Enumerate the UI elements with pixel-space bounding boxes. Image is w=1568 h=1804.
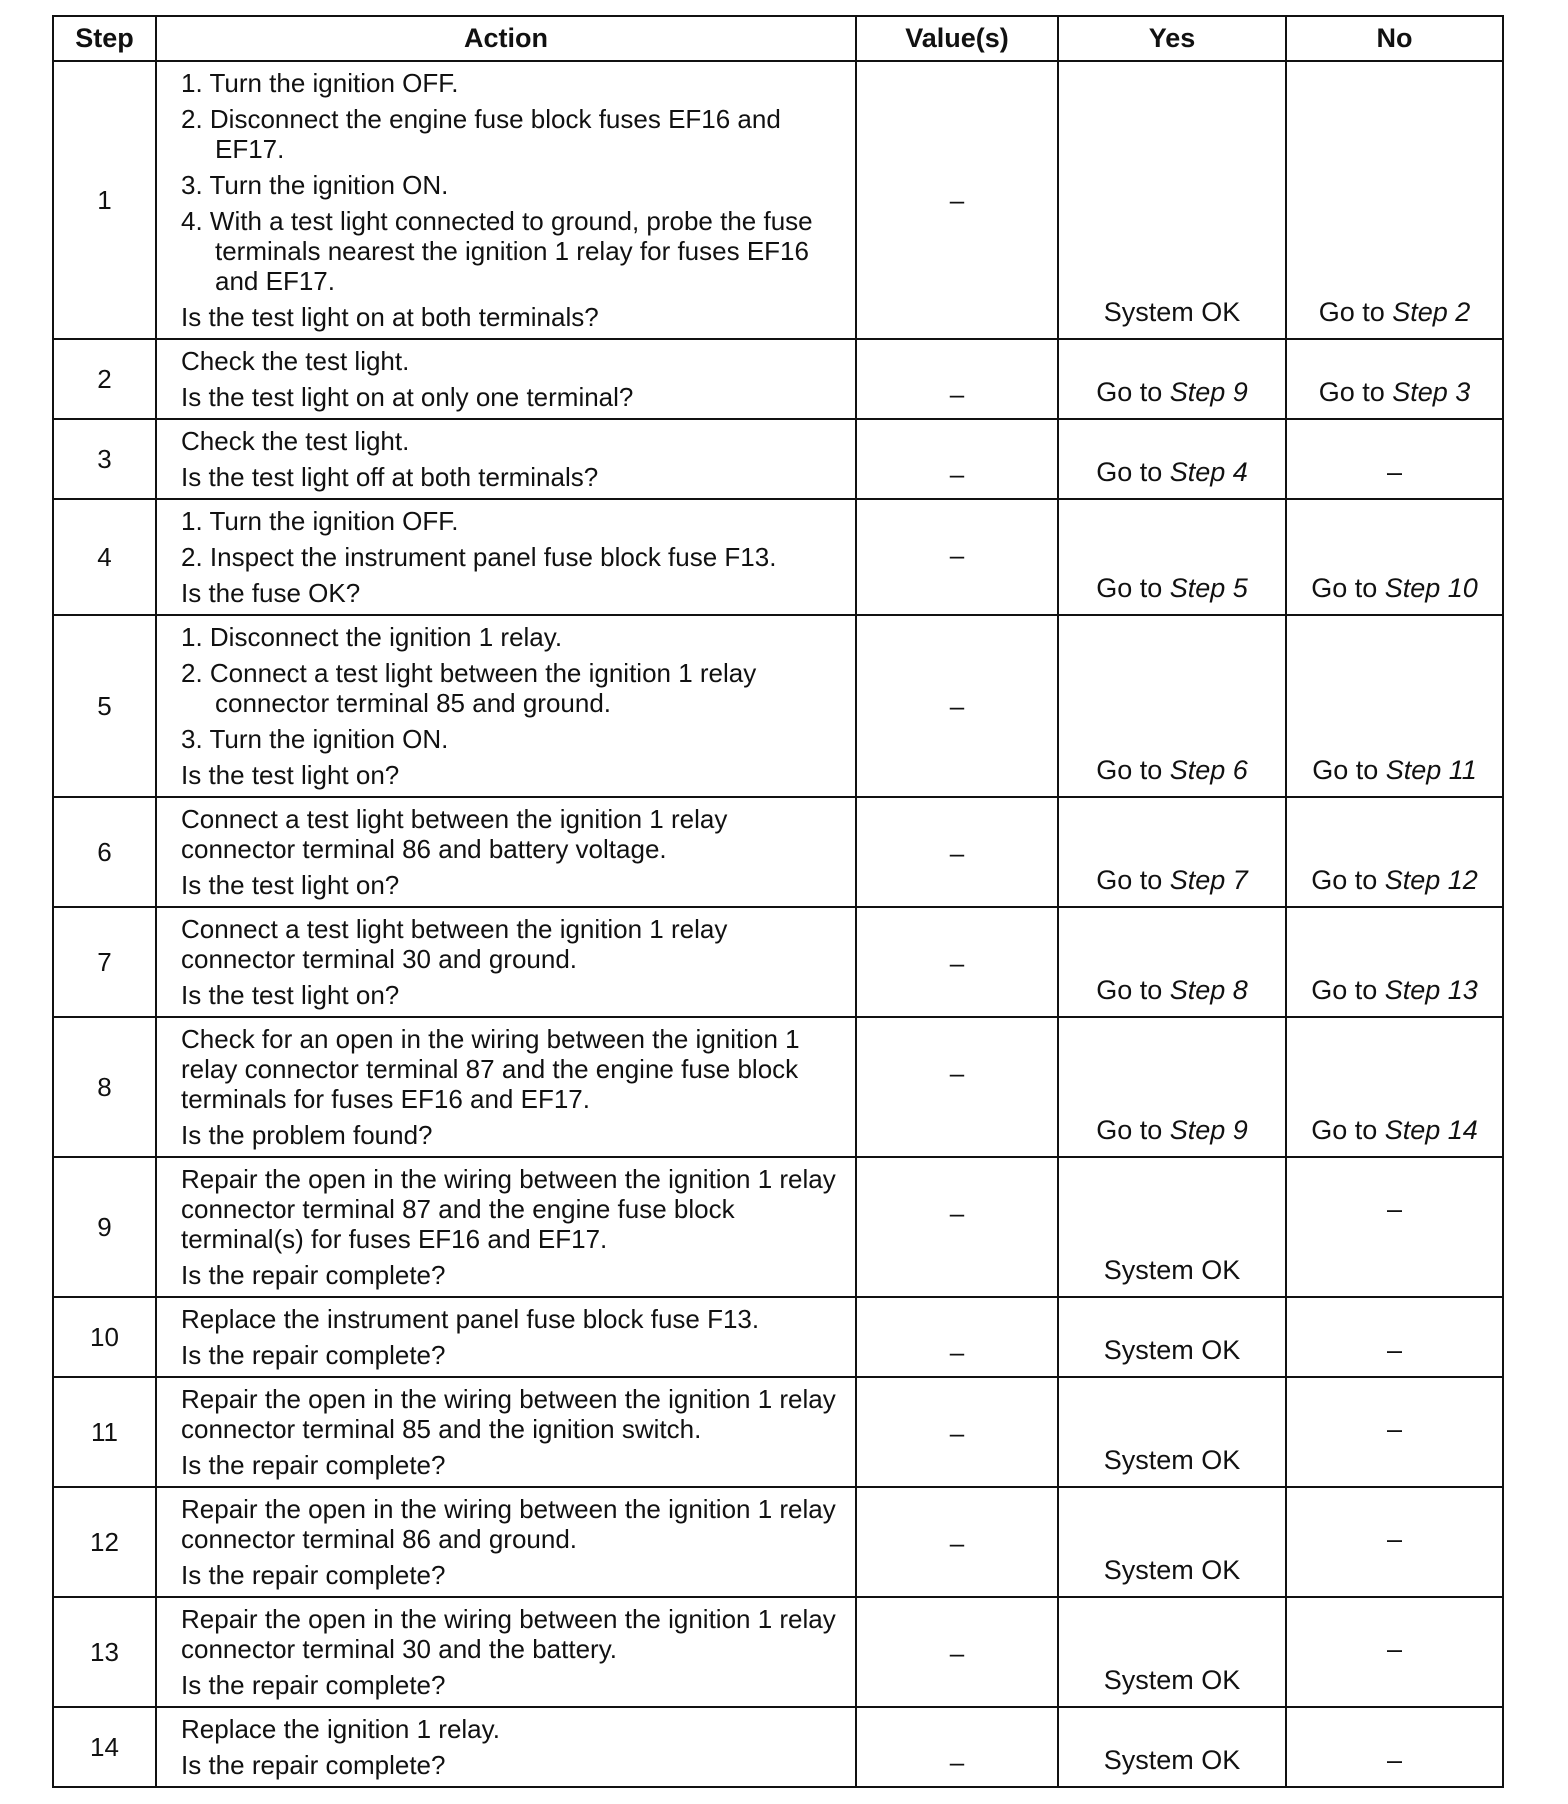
goto-prefix: Go to xyxy=(1318,297,1393,327)
no-cell: – xyxy=(1286,1157,1503,1297)
goto-prefix: Go to xyxy=(1096,1115,1170,1145)
step-number: 9 xyxy=(53,1157,156,1297)
no-cell xyxy=(1286,499,1503,615)
goto-prefix: Go to xyxy=(1096,755,1170,785)
action-cell xyxy=(156,499,856,615)
no-cell: – xyxy=(1286,1377,1503,1487)
action-cell xyxy=(156,1017,856,1157)
action-item: 2. Disconnect the engine fuse block fuses EF16 and EF17. xyxy=(181,104,781,164)
step-link[interactable]: Step 5 xyxy=(1169,573,1248,603)
step-link[interactable]: Step 3 xyxy=(1392,377,1471,407)
action-text: Repair the open in the wiring between the ignition 1 relay connector terminal 85 and the ignition switch. xyxy=(181,1384,836,1444)
action-question: Is the test light off at both terminals? xyxy=(181,462,599,492)
action-question: Is the repair complete? xyxy=(181,1670,446,1700)
action-cell xyxy=(156,615,856,797)
step-number: 14 xyxy=(53,1707,156,1787)
step-number: 1 xyxy=(53,61,156,339)
table-row xyxy=(53,1707,1503,1787)
table-row xyxy=(53,1297,1503,1377)
value-cell: – xyxy=(856,339,1058,419)
step-number: 2 xyxy=(53,339,156,419)
step-link[interactable]: Step 9 xyxy=(1169,1115,1248,1145)
action-text: Check for an open in the wiring between the ignition 1 relay connector terminal 87 and the engine fuse block terminals for fuses EF16 and EF17. xyxy=(181,1024,800,1114)
no-cell: – xyxy=(1286,1487,1503,1597)
step-link[interactable]: Step 11 xyxy=(1385,755,1477,785)
action-cell xyxy=(156,907,856,1017)
action-cell xyxy=(156,339,856,419)
value-cell: – xyxy=(856,1297,1058,1377)
action-question: Is the test light on at both terminals? xyxy=(181,302,599,332)
action-text: Connect a test light between the ignition 1 relay connector terminal 86 and battery voltage. xyxy=(181,804,728,864)
goto-prefix: Go to xyxy=(1096,865,1170,895)
step-number: 4 xyxy=(53,499,156,615)
step-link[interactable]: Step 10 xyxy=(1384,573,1478,603)
yes-cell: System OK xyxy=(1058,1707,1286,1787)
no-cell xyxy=(1286,615,1503,797)
table-row xyxy=(53,1157,1503,1297)
yes-cell xyxy=(1058,1017,1286,1157)
yes-cell xyxy=(1058,907,1286,1017)
value-cell: – xyxy=(856,1707,1058,1787)
action-question: Is the test light on at only one terminal? xyxy=(181,382,634,412)
action-text: Repair the open in the wiring between the ignition 1 relay connector terminal 30 and the battery. xyxy=(181,1604,836,1664)
yes-cell: System OK xyxy=(1058,1157,1286,1297)
action-text: Repair the open in the wiring between the ignition 1 relay connector terminal 87 and the engine fuse block terminal(s) for fuses EF16 and EF17. xyxy=(181,1164,836,1254)
action-item: 1. Turn the ignition OFF. xyxy=(181,68,459,98)
value-cell: – xyxy=(856,61,1058,339)
yes-cell: System OK xyxy=(1058,61,1286,339)
no-cell: – xyxy=(1286,1297,1503,1377)
action-cell xyxy=(156,61,856,339)
step-number: 6 xyxy=(53,797,156,907)
action-question: Is the repair complete? xyxy=(181,1560,446,1590)
no-cell xyxy=(1286,797,1503,907)
step-link[interactable]: Step 6 xyxy=(1169,755,1248,785)
no-cell xyxy=(1286,1017,1503,1157)
goto-prefix: Go to xyxy=(1096,377,1170,407)
action-question: Is the repair complete? xyxy=(181,1260,446,1290)
action-cell xyxy=(156,1297,856,1377)
yes-cell xyxy=(1058,499,1286,615)
goto-prefix: Go to xyxy=(1096,975,1170,1005)
action-cell xyxy=(156,419,856,499)
value-cell: – xyxy=(856,419,1058,499)
goto-prefix: Go to xyxy=(1311,975,1385,1005)
no-cell xyxy=(1286,61,1503,339)
yes-cell xyxy=(1058,419,1286,499)
table-row xyxy=(53,499,1503,615)
table-row xyxy=(53,1487,1503,1597)
step-link[interactable]: Step 8 xyxy=(1169,975,1248,1005)
action-question: Is the repair complete? xyxy=(181,1450,446,1480)
action-question: Is the fuse OK? xyxy=(181,578,361,608)
no-cell: – xyxy=(1286,419,1503,499)
value-cell: – xyxy=(856,615,1058,797)
value-cell: – xyxy=(856,907,1058,1017)
table-row xyxy=(53,1377,1503,1487)
table-row xyxy=(53,61,1503,339)
action-text: Repair the open in the wiring between the ignition 1 relay connector terminal 86 and ground. xyxy=(181,1494,836,1554)
step-link[interactable]: Step 12 xyxy=(1384,865,1478,895)
action-question: Is the problem found? xyxy=(181,1120,433,1150)
action-item: 1. Disconnect the ignition 1 relay. xyxy=(181,622,563,652)
action-text: Check the test light. xyxy=(181,426,410,456)
yes-cell xyxy=(1058,615,1286,797)
value-cell: – xyxy=(856,1597,1058,1707)
yes-cell xyxy=(1058,339,1286,419)
goto-prefix: Go to xyxy=(1318,377,1393,407)
action-text: Replace the instrument panel fuse block fuse F13. xyxy=(181,1304,760,1334)
action-question: Is the test light on? xyxy=(181,760,400,790)
header-yes: Yes xyxy=(1058,16,1286,61)
step-link[interactable]: Step 14 xyxy=(1384,1115,1478,1145)
action-item: 3. Turn the ignition ON. xyxy=(181,724,449,754)
header-values: Value(s) xyxy=(856,16,1058,61)
header-row xyxy=(53,16,1503,61)
action-question: Is the test light on? xyxy=(181,870,400,900)
header-action: Action xyxy=(156,16,856,61)
action-cell xyxy=(156,1157,856,1297)
yes-cell xyxy=(1058,797,1286,907)
step-number: 11 xyxy=(53,1377,156,1487)
action-item: 4. With a test light connected to ground, probe the fuse terminals nearest the ignition 1 relay for fuses EF16 and EF17. xyxy=(181,206,813,296)
header-no: No xyxy=(1286,16,1503,61)
action-question: Is the repair complete? xyxy=(181,1340,446,1370)
yes-cell: System OK xyxy=(1058,1377,1286,1487)
step-number: 8 xyxy=(53,1017,156,1157)
action-item: 1. Turn the ignition OFF. xyxy=(181,506,459,536)
value-cell: – xyxy=(856,1377,1058,1487)
step-number: 3 xyxy=(53,419,156,499)
value-cell: – xyxy=(856,1017,1058,1157)
no-cell: – xyxy=(1286,1597,1503,1707)
step-number: 5 xyxy=(53,615,156,797)
step-link[interactable]: Step 13 xyxy=(1384,975,1478,1005)
step-link[interactable]: Step 7 xyxy=(1169,865,1248,895)
value-cell: – xyxy=(856,797,1058,907)
action-cell xyxy=(156,1597,856,1707)
table-row xyxy=(53,1597,1503,1707)
table-row xyxy=(53,615,1503,797)
action-cell xyxy=(156,797,856,907)
step-link[interactable]: Step 9 xyxy=(1169,377,1248,407)
table-row xyxy=(53,907,1503,1017)
goto-prefix: Go to xyxy=(1311,865,1385,895)
header-step: Step xyxy=(53,16,156,61)
action-cell xyxy=(156,1487,856,1597)
yes-cell: System OK xyxy=(1058,1487,1286,1597)
yes-cell: System OK xyxy=(1058,1297,1286,1377)
table-row xyxy=(53,339,1503,419)
goto-prefix: Go to xyxy=(1311,573,1385,603)
yes-cell: System OK xyxy=(1058,1597,1286,1707)
value-cell: – xyxy=(856,1157,1058,1297)
no-cell: – xyxy=(1286,1707,1503,1787)
diagnostic-table xyxy=(52,15,1504,1788)
step-link[interactable]: Step 4 xyxy=(1169,457,1248,487)
value-cell: – xyxy=(856,1487,1058,1597)
action-cell xyxy=(156,1707,856,1787)
no-cell xyxy=(1286,907,1503,1017)
table-row xyxy=(53,797,1503,907)
step-number: 12 xyxy=(53,1487,156,1597)
table-row xyxy=(53,419,1503,499)
goto-prefix: Go to xyxy=(1096,573,1170,603)
no-cell xyxy=(1286,339,1503,419)
table-row xyxy=(53,1017,1503,1157)
goto-prefix: Go to xyxy=(1312,755,1386,785)
step-link[interactable]: Step 2 xyxy=(1392,297,1471,327)
action-item: 3. Turn the ignition ON. xyxy=(181,170,449,200)
action-item: 2. Inspect the instrument panel fuse block fuse F13. xyxy=(181,542,777,572)
action-item: 2. Connect a test light between the ignition 1 relay connector terminal 85 and ground. xyxy=(181,658,757,718)
goto-prefix: Go to xyxy=(1311,1115,1385,1145)
action-text: Connect a test light between the ignition 1 relay connector terminal 30 and ground. xyxy=(181,914,728,974)
goto-prefix: Go to xyxy=(1096,457,1170,487)
action-text: Replace the ignition 1 relay. xyxy=(181,1714,500,1744)
action-text: Check the test light. xyxy=(181,346,410,376)
action-cell xyxy=(156,1377,856,1487)
step-number: 10 xyxy=(53,1297,156,1377)
action-question: Is the repair complete? xyxy=(181,1750,446,1780)
value-cell: – xyxy=(856,499,1058,615)
step-number: 7 xyxy=(53,907,156,1017)
action-question: Is the test light on? xyxy=(181,980,400,1010)
step-number: 13 xyxy=(53,1597,156,1707)
